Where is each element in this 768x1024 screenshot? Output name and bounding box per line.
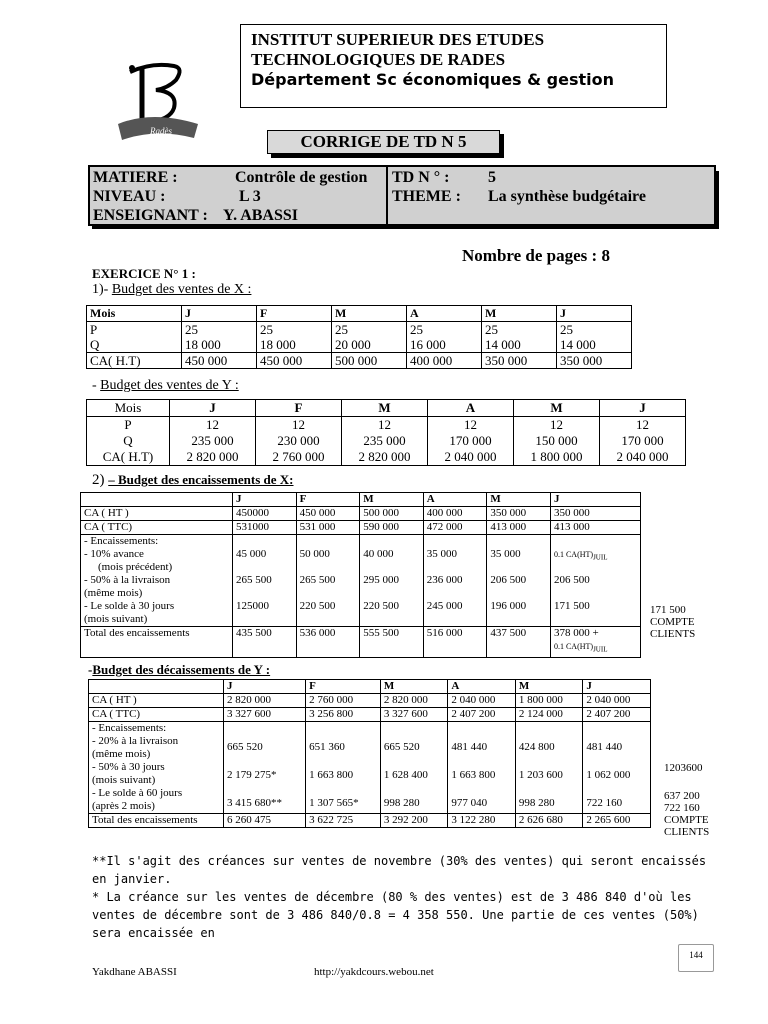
table-row: Total des encaissements 435 500 536 000 555 500 516 000 437 500 378 000 + 0.1 $CA(HT)_{JUIL}$ <box>81 627 641 658</box>
table-cell: 12 235 000 2 820 000 <box>170 417 256 466</box>
table-cell: 25 20 000 <box>332 322 407 353</box>
header-cell: M <box>482 306 557 322</box>
header-cell: M <box>380 680 448 694</box>
footer-url[interactable]: http://yakdcours.webou.net <box>314 966 434 978</box>
header-cell: M <box>487 493 551 507</box>
table-cell: 450 000 <box>182 353 257 369</box>
institute-line2: TECHNOLOGIQUES DE RADES <box>251 50 506 69</box>
header-cell: F <box>296 493 360 507</box>
header-cell: A <box>428 400 514 417</box>
header-cell: J <box>600 400 686 417</box>
table-header-row <box>81 493 641 507</box>
header-cell: J <box>170 400 256 417</box>
institute-line1: INSTITUT SUPERIEUR DES ETUDES <box>251 30 545 49</box>
theme-value: La synthèse budgétaire <box>488 188 646 205</box>
table-cell: 12 150 000 1 800 000 <box>514 417 600 466</box>
table-cell: 400 000 <box>407 353 482 369</box>
table-row: CA ( TTC) 3 327 600 3 256 800 3 327 600 2 407 200 2 124 000 2 407 200 <box>89 708 651 722</box>
enseignant-value: Y. ABASSI <box>223 207 299 224</box>
table-cell: 25 14 000 <box>557 322 632 353</box>
table-header-row <box>87 400 686 417</box>
table-cell: 12 170 000 2 040 000 <box>600 417 686 466</box>
table-cell: 12 170 000 2 040 000 <box>428 417 514 466</box>
table-header-row <box>87 306 632 322</box>
header-cell: J <box>583 680 651 694</box>
header-cell: J <box>233 493 297 507</box>
table-cell: 25 14 000 <box>482 322 557 353</box>
table-row <box>87 322 632 353</box>
receivables-x-note: 171 500 COMPTE CLIENTS <box>650 604 696 640</box>
table-row: CA ( HT ) 450000 450 000 500 000 400 000 350 000 350 000 <box>81 507 641 521</box>
table-row: - Encaissements: - 20% à la livraison (même mois) - 50% à 30 jours (mois suivant) - Le solde à 60 jours (après 2 mois) 665 520 2 179 275* 3 415 680** 651 360 1 663 800 1 307 565* 665 520 1 628 400 998 280 481 440 1 663 800 977 040 424 800 1 203 600 998 280 481 440 1 062 000 722 160 <box>89 722 651 814</box>
department: Département Sc économiques & gestion <box>251 70 615 89</box>
page-number: 144 <box>678 944 714 972</box>
receivables-y-note: 637 200 722 160 COMPTE CLIENTS <box>664 790 710 838</box>
sales-y-table <box>86 399 686 466</box>
table-cell: 450 000 <box>257 353 332 369</box>
payments-y-table <box>88 679 651 828</box>
niveau-label: NIVEAU : <box>93 188 166 205</box>
header-cell: J <box>550 493 640 507</box>
header-cell <box>81 493 233 507</box>
page-count: Nombre de pages : 8 <box>462 246 610 265</box>
table-cell: 12 230 000 2 760 000 <box>256 417 342 466</box>
table-row: - Encaissements: - 10% avance (mois précédent) - 50% à la livraison (même mois) - Le solde à 30 jours (mois suivant) 45 000 265 500 125000 50 000 265 500 220 500 40 000 295 000 220 500 35 000 236 000 245 000 35 000 206 500 196 000 0.1 $CA(HT)_{JUIL}$ 206 500 171 500 <box>81 535 641 627</box>
section1-prefix: 1)- <box>92 282 109 297</box>
header-cell: A <box>448 680 516 694</box>
section2-prefix: 2) <box>92 472 105 488</box>
header-cell: F <box>306 680 381 694</box>
notes-paragraph <box>92 852 718 942</box>
table-cell: 12 235 000 2 820 000 <box>342 417 428 466</box>
td-value: 5 <box>488 169 496 186</box>
theme-label: THEME : <box>392 188 461 205</box>
section3-title: Budget des décaissements de Y : <box>92 662 271 677</box>
note-1: **Il s'agit des créances sur ventes de novembre (30% des ventes) qui seront encaissés en janvier. <box>92 854 707 886</box>
header-cell: M <box>514 400 600 417</box>
table-row: Total des encaissements 6 260 475 3 622 725 3 292 200 3 122 280 2 626 680 2 265 600 <box>89 814 651 828</box>
section2-heading <box>92 472 294 489</box>
header-cell: M <box>342 400 428 417</box>
course-info-right <box>388 167 714 224</box>
note-2: * La créance sur les ventes de décembre (80 % des ventes) est de 3 486 840 d'où les ventes de décembre sont de 3 486 840/0.8 = 4 358 550. Une partie de ces ventes (50%) sera encaissée en <box>92 890 699 940</box>
logo-text: Radès <box>150 126 172 136</box>
table-cell: - Encaissements: - 20% à la livraison (même mois) - 50% à 30 jours (mois suivant) - Le solde à 60 jours (après 2 mois) <box>89 722 224 814</box>
header-cell: J <box>557 306 632 322</box>
header-cell: J <box>224 680 306 694</box>
table-cell: P Q <box>87 322 182 353</box>
table-row <box>87 353 632 369</box>
table-cell: P Q CA( H.T) <box>87 417 170 466</box>
table-cell: 500 000 <box>332 353 407 369</box>
table-row: CA ( HT ) 2 820 000 2 760 000 2 820 000 2 040 000 1 800 000 2 040 000 <box>89 694 651 708</box>
table-cell: CA( H.T) <box>87 353 182 369</box>
header-cell: J <box>182 306 257 322</box>
section1-heading <box>92 282 251 298</box>
institute-logo <box>112 58 208 148</box>
sales-x-table <box>86 305 632 369</box>
header-cell: Mois <box>87 306 182 322</box>
matiere-value: Contrôle de gestion <box>235 169 368 186</box>
header-cell: Mois <box>87 400 170 417</box>
table-row: CA ( TTC) 531000 531 000 590 000 472 000 413 000 413 000 <box>81 521 641 535</box>
td-label: TD N ° : <box>392 169 450 186</box>
header-cell: F <box>256 400 342 417</box>
receivables-y-note-1: 1203600 <box>664 762 703 774</box>
table-row <box>87 417 686 466</box>
course-info-box <box>88 165 716 226</box>
section-y-title: Budget des ventes de Y : <box>100 378 239 393</box>
section1-title: Budget des ventes de X : <box>111 282 252 297</box>
table-header-row <box>89 680 651 694</box>
section2-title: – Budget des encaissements de X: <box>108 472 294 487</box>
table-cell: 350 000 <box>482 353 557 369</box>
exercise-title: EXERCICE N° 1 : <box>92 266 196 281</box>
header-cell <box>89 680 224 694</box>
footer-author: Yakdhane ABASSI <box>92 966 177 978</box>
section-y-prefix: - <box>92 378 97 393</box>
document-title: CORRIGE DE TD N 5 <box>267 130 500 154</box>
header-cell: F <box>257 306 332 322</box>
header-cell: A <box>407 306 482 322</box>
table-cell: 25 18 000 <box>182 322 257 353</box>
section3-heading <box>88 662 270 678</box>
matiere-label: MATIERE : <box>93 169 178 186</box>
section-y-heading <box>92 378 239 394</box>
enseignant-label: ENSEIGNANT : <box>93 207 208 224</box>
receipts-x-table <box>80 492 641 658</box>
header-cell: A <box>423 493 487 507</box>
table-cell: 350 000 <box>557 353 632 369</box>
header-cell: M <box>515 680 583 694</box>
header-cell: M <box>360 493 424 507</box>
header-cell: M <box>332 306 407 322</box>
section3-prefix: - <box>88 662 93 677</box>
table-cell: 25 16 000 <box>407 322 482 353</box>
table-cell: - Encaissements: - 10% avance (mois précédent) - 50% à la livraison (même mois) - Le solde à 30 jours (mois suivant) <box>81 535 233 627</box>
course-info-left <box>90 167 388 224</box>
table-cell: 25 18 000 <box>257 322 332 353</box>
institute-box <box>240 24 667 108</box>
niveau-value: L 3 <box>239 188 261 205</box>
